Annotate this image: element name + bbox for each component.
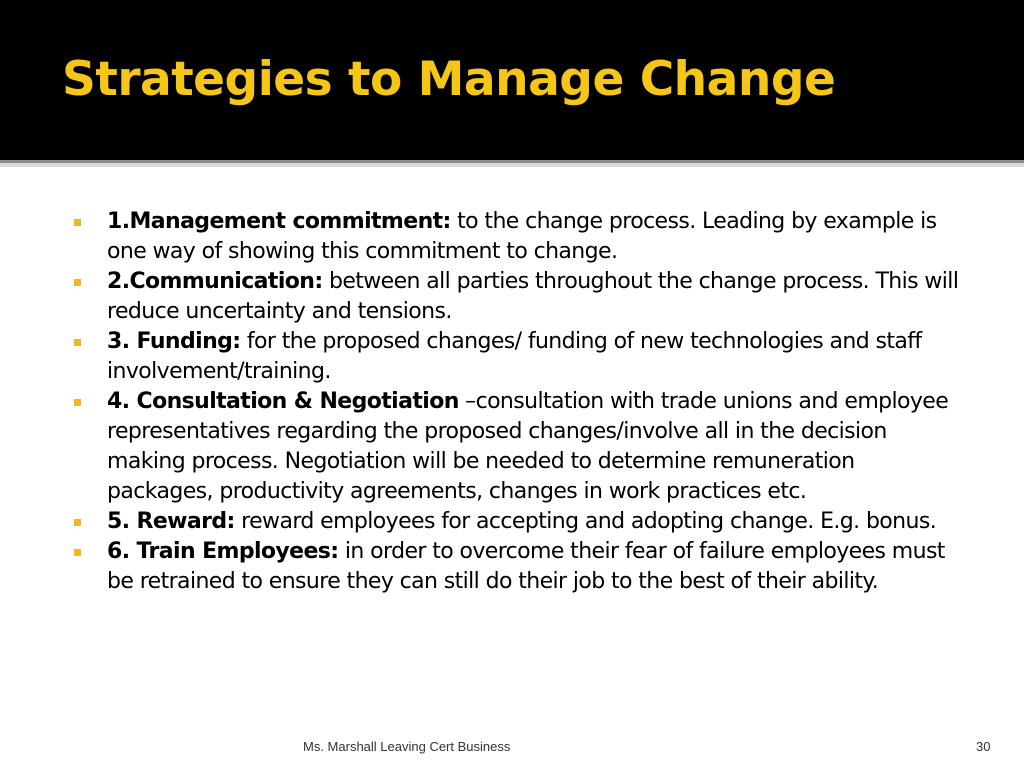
slide-footer (0, 737, 1024, 757)
bullet-heading: 6. Train Employees: (107, 539, 339, 564)
slide-title: Strategies to Manage Change (62, 52, 836, 107)
footer-text: Ms. Marshall Leaving Cert Business (303, 739, 511, 754)
bullet-heading: 2.Communication: (107, 269, 323, 294)
bullet-item-train-employees (72, 537, 964, 597)
bullet-text: in order to overcome their fear of failure employees must be retrained to ensure they can still do their job to the best of their ability. (107, 539, 945, 594)
square-bullet-icon (74, 339, 81, 346)
bullet-heading: 3. Funding: (107, 329, 241, 354)
bullet-heading: 1.Management commitment: (107, 209, 451, 234)
bullet-item-consultation-negotiation (72, 387, 964, 507)
square-bullet-icon (74, 399, 81, 406)
bullet-item-management-commitment (72, 207, 964, 267)
bullet-heading: 4. Consultation & Negotiation (107, 389, 459, 414)
square-bullet-icon (74, 519, 81, 526)
bullet-text: to the change process. Leading by example is one way of showing this commitment to change. (107, 209, 937, 264)
page-number: 30 (976, 739, 991, 754)
bullet-item-reward (72, 507, 964, 537)
square-bullet-icon (74, 219, 81, 226)
bullet-text: between all parties throughout the change process. This will reduce uncertainty and tensions. (107, 269, 959, 324)
bullet-text: –consultation with trade unions and employee representatives regarding the proposed changes/involve all in the decision making process. Negotiation will be needed to determine remuneration packages, productivity agreements, changes in work practices etc. (107, 389, 949, 504)
square-bullet-icon (74, 279, 81, 286)
square-bullet-icon (74, 549, 81, 556)
bullet-heading: 5. Reward: (107, 509, 235, 534)
bullet-item-funding (72, 327, 964, 387)
title-bar (0, 0, 1024, 160)
bullet-text: for the proposed changes/ funding of new technologies and staff involvement/training. (107, 329, 922, 384)
bullet-text: reward employees for accepting and adopting change. E.g. bonus. (234, 509, 937, 534)
bullet-list (72, 207, 964, 597)
bullet-item-communication (72, 267, 964, 327)
title-divider-shadow (0, 163, 1024, 167)
